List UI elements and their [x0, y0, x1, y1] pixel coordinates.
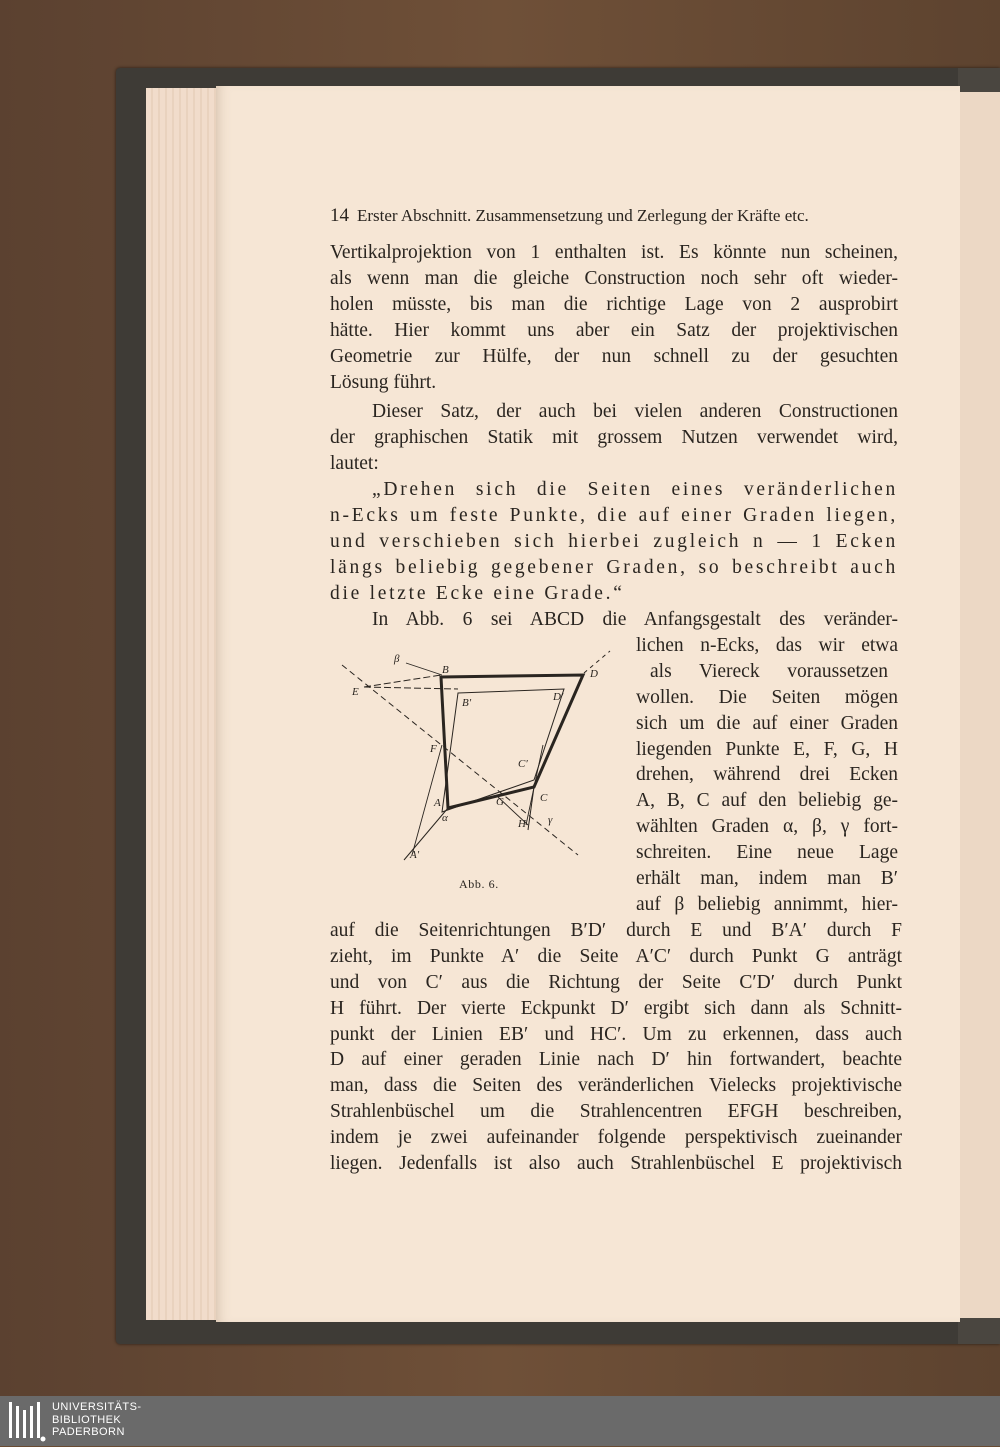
label-h: H — [518, 818, 526, 830]
text-line: wählten Graden α, β, γ fort- — [636, 816, 898, 838]
text-line: lautet: — [330, 453, 379, 474]
text-line: liegen. Jedenfalls ist also auch Strahlenbüschel E projektivisch — [330, 1153, 902, 1175]
label-b-prime: B′ — [462, 697, 472, 709]
line-eb — [364, 675, 441, 687]
paragraph-2-last — [330, 451, 379, 477]
text-line: lichen n-Ecks, das wir etwa — [636, 635, 898, 656]
paragraph-3-rest — [330, 918, 902, 1177]
page-stack-edge — [146, 88, 216, 1320]
text-line: liegenden Punkte E, F, G, H — [636, 738, 898, 760]
text-line: In Abb. 6 sei ABCD die Anfangsgestalt des veränder- — [372, 609, 898, 630]
text-line: Lösung führt. — [330, 372, 437, 393]
library-name — [52, 1401, 141, 1439]
text-line: Geometrie zur Hülfe, der nun schnell zu der gesuchten — [330, 345, 898, 367]
text-line: punkt der Linien EB′ und HC′. Um zu erkennen, dass auch — [330, 1023, 902, 1045]
text-line: Dieser Satz, der auch bei vielen anderen Constructionen — [372, 401, 898, 422]
library-name-line: PADERBORN — [52, 1426, 125, 1438]
label-g: G — [496, 796, 504, 808]
text-line: auf die Seitenrichtungen B′D′ durch E und B′A′ durch F — [330, 920, 902, 941]
text-line: Strahlenbüschel um die Strahlencentren EFGH beschreiben, — [330, 1101, 902, 1123]
text-line: die letzte Ecke eine Grade.“ — [330, 583, 625, 604]
library-name-line: BIBLIOTHEK — [52, 1413, 122, 1426]
geometric-construction-diagram — [338, 645, 638, 895]
line-beta — [406, 663, 442, 675]
text-line: erhält man, indem man B′ — [636, 868, 898, 890]
text-line: und von C′ aus die Richtung der Seite C′D′ durch Punkt — [330, 971, 902, 993]
text-line: wollen. Die Seiten mögen — [636, 686, 898, 708]
paragraph-3-side — [636, 633, 898, 918]
text-line: „Drehen sich die Seiten eines veränderlichen — [372, 479, 898, 500]
text-line: indem je zwei aufeinander folgende perspektivisch zueinander — [330, 1127, 902, 1149]
label-gamma: γ — [548, 814, 553, 826]
label-beta: β — [394, 653, 400, 665]
line-efgh — [342, 665, 578, 855]
text-line: als wenn man die gleiche Construction noch sehr oft wieder- — [330, 267, 898, 289]
label-d-prime: D′ — [553, 691, 564, 703]
text-line: holen müsste, bis man die richtige Lage von 2 ausprobirt — [330, 293, 898, 315]
text-line: als Viereck voraussetzen — [650, 660, 888, 682]
text-line: drehen, während drei Ecken — [636, 764, 898, 786]
figure-abb-6 — [338, 645, 638, 895]
paragraph-1-last — [330, 370, 436, 396]
text-line: und verschieben sich hierbei zugleich n — 1 Ecken — [330, 530, 898, 552]
library-name-line: UNIVERSITÄTS- — [52, 1401, 142, 1413]
library-logo-icon — [6, 1400, 46, 1442]
label-a: A — [434, 797, 441, 809]
text-line: man, dass die Seiten des veränderlichen Vielecks projektivische — [330, 1075, 902, 1097]
label-c-prime: C′ — [518, 758, 528, 770]
text-line: n-Ecks um feste Punkte, die auf einer Graden liegen, — [330, 504, 898, 526]
label-b: B — [442, 664, 449, 676]
library-footer — [0, 1396, 1000, 1446]
text-line: A, B, C auf den beliebig ge- — [636, 790, 898, 812]
paragraph-1 — [330, 240, 898, 369]
theorem-quote-last — [330, 581, 625, 607]
text-line: Vertikalprojektion von 1 enthalten ist. Es könnte nun scheinen, — [330, 242, 898, 263]
line-eb-prime — [364, 687, 458, 689]
running-title: Erster Abschnitt. Zusammensetzung und Zerlegung der Kräfte etc. — [357, 206, 809, 225]
label-d: D — [590, 668, 598, 680]
page-number: 14 — [330, 205, 349, 226]
text-line: schreiten. Eine neue Lage — [636, 842, 898, 864]
text-line: H führt. Der vierte Eckpunkt D′ ergibt sich dann als Schnitt- — [330, 997, 902, 1019]
line-ch — [526, 745, 543, 825]
label-e: E — [352, 686, 359, 698]
text-line: zieht, im Punkte A′ die Seite A′C′ durch Punkt G anträgt — [330, 945, 902, 967]
text-line: hätte. Hier kommt uns aber ein Satz der projektivischen — [330, 319, 898, 341]
text-line: auf β beliebig annimmt, hier- — [636, 893, 898, 915]
label-c: C — [540, 792, 548, 804]
label-f: F — [430, 743, 437, 755]
figure-caption: Abb. 6. — [459, 877, 499, 891]
running-header — [330, 205, 900, 227]
text-line: längs beliebig gegebener Graden, so beschreibt auch — [330, 556, 898, 578]
paragraph-3-first — [330, 607, 898, 633]
paragraph-2 — [330, 399, 898, 451]
label-alpha: α — [442, 812, 448, 824]
facing-page-edge — [958, 92, 1000, 1318]
text-line: der graphischen Statik mit grossem Nutzen verwendet wird, — [330, 426, 898, 448]
text-line: sich um die auf einer Graden — [636, 712, 898, 734]
theorem-quote — [330, 477, 898, 581]
text-line: D auf einer geraden Linie nach D′ hin fortwandert, beachte — [330, 1049, 902, 1071]
label-a-prime: A′ — [410, 849, 420, 861]
